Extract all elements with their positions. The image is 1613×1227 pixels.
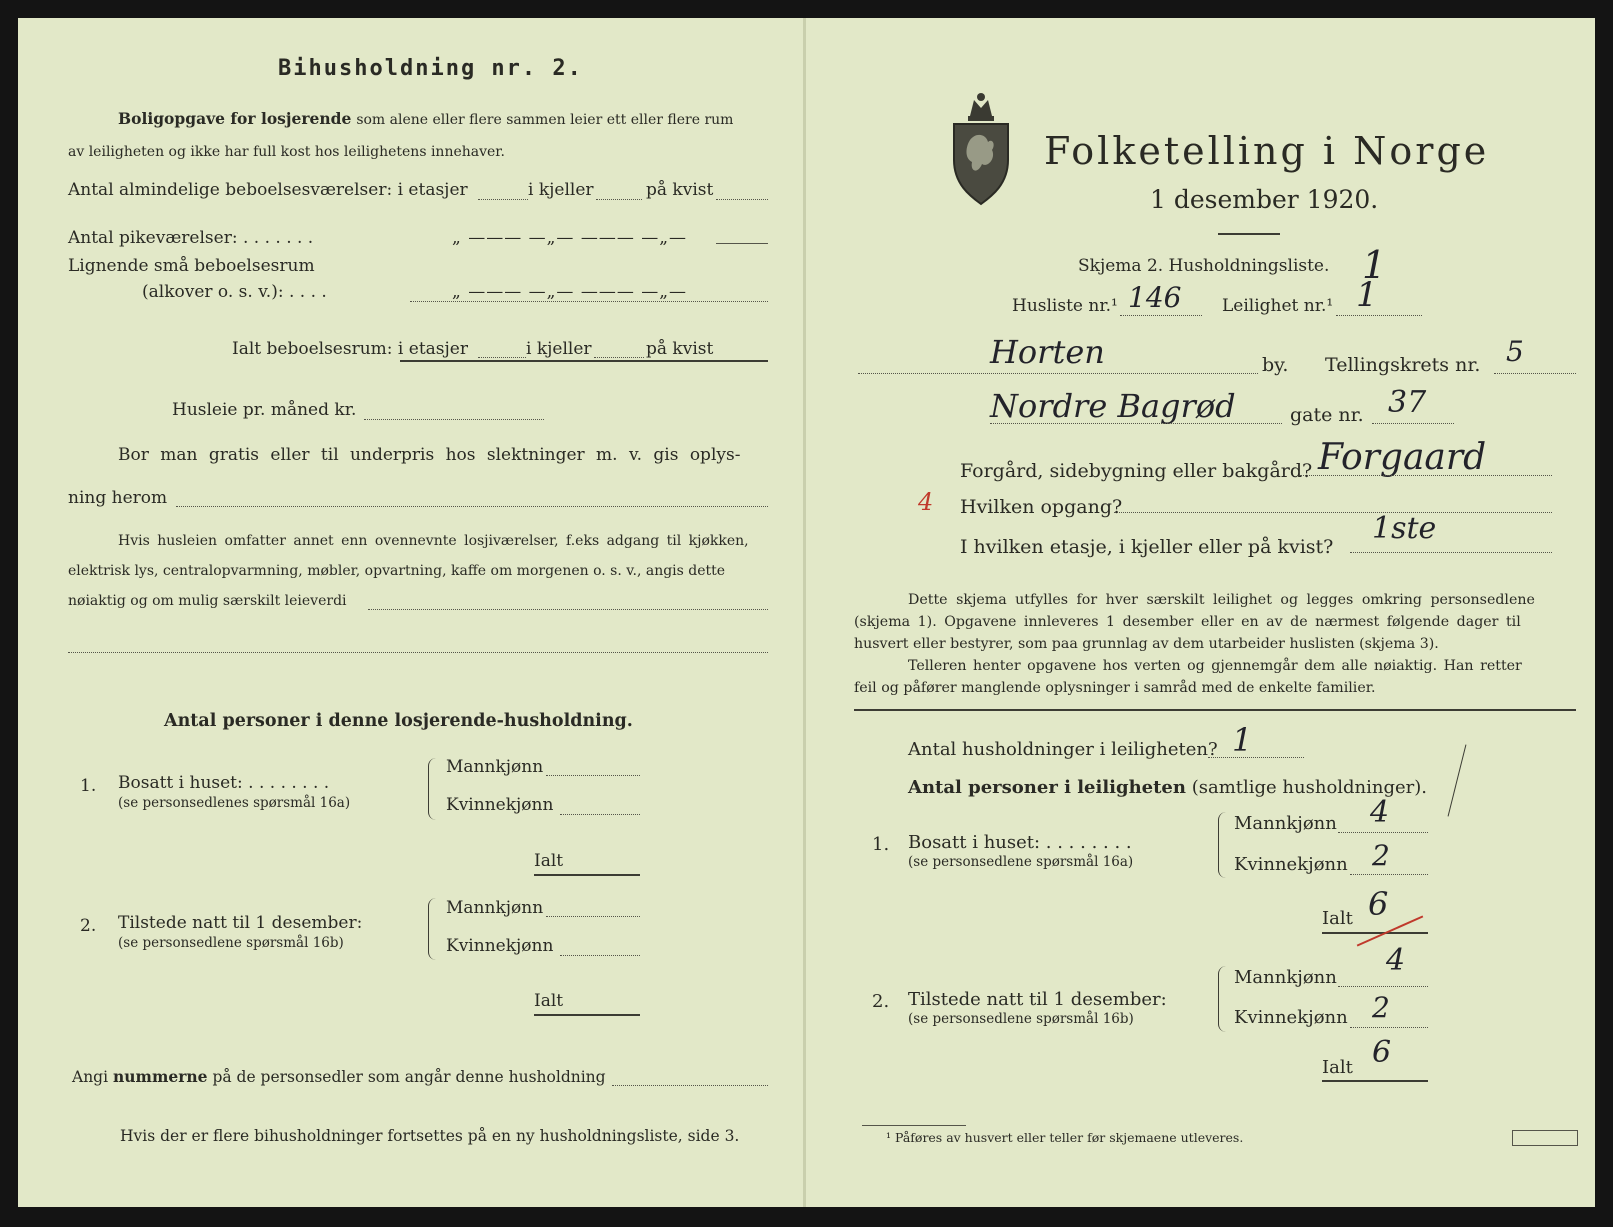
antal-hush-label: Antal husholdninger i leiligheten? <box>908 739 1218 760</box>
angi-rest: på de personsedler som angår denne husholdning <box>212 1068 606 1086</box>
intro-bold: Boligopgave for losjerende <box>118 109 352 128</box>
note-line <box>368 609 768 610</box>
bosatt-mann-right: Mannkjønn <box>1234 813 1337 834</box>
persons-heading: Antal personer i denne losjerende-husholdning. <box>164 711 633 731</box>
antal-pers-bold: Antal personer i leiligheten <box>908 777 1186 798</box>
husliste-value: 146 <box>1128 281 1182 314</box>
gate-nr-line <box>1372 423 1454 424</box>
ialt-rooms-label: Ialt beboelsesrum: i etasjer <box>232 339 468 359</box>
by-label: by. <box>1262 354 1289 376</box>
angi-line-blank <box>612 1085 768 1086</box>
tilstede-kvinne-right: Kvinnekjønn <box>1234 1007 1348 1028</box>
krets-line <box>1494 373 1576 374</box>
tilstede-mann-left: Mannkjønn <box>446 898 544 918</box>
tilstede-mann-line-right <box>1338 986 1428 987</box>
instructions-line4: Telleren henter opgavene hos verten og gjennemgår dem alle nøiaktig. Han retter <box>908 658 1522 674</box>
tilstede-ialt-line-left <box>534 1014 640 1016</box>
bosatt-num-left: 1. <box>80 776 97 796</box>
bosatt-ialt-left: Ialt <box>534 851 564 871</box>
angi-pre: Angi <box>72 1068 109 1086</box>
bosatt-sub-left: (se personsedlenes spørsmål 16a) <box>118 795 351 811</box>
tilstede-ialt-line-right <box>1322 1080 1428 1082</box>
ialt-etasjer-line <box>478 357 526 358</box>
leilighet-value: 1 <box>1356 275 1378 315</box>
by-line <box>858 373 1258 374</box>
note-line3: nøiaktig og om mulig særskilt leieverdi <box>68 593 347 609</box>
skjema-value: 1 <box>1362 243 1387 287</box>
bosatt-kvinne-line-left <box>560 814 640 815</box>
forgard-value: Forgaard <box>1318 437 1487 478</box>
krets-value: 5 <box>1506 335 1524 368</box>
ialt-kjeller-line <box>594 357 644 358</box>
ialt-rule <box>400 360 768 362</box>
instructions-line3: husvert eller bestyrer, som paa grunnlag av dem utarbeider huslisten (skjema 3). <box>854 636 1439 652</box>
tilstede-ialt-right: Ialt <box>1322 1057 1353 1078</box>
bosatt-mann-value: 4 <box>1370 795 1390 830</box>
rooms-kjeller-line <box>596 199 642 200</box>
rooms-etasjer-line <box>478 199 528 200</box>
tilstede-sub-right: (se personsedlene spørsmål 16b) <box>908 1011 1134 1027</box>
forgard-line <box>1300 475 1552 476</box>
forgard-label: Forgård, sidebygning eller bakgård? <box>960 460 1313 482</box>
gate-nr-value: 37 <box>1388 385 1427 420</box>
krets-label: Tellingskrets nr. <box>1325 354 1481 376</box>
tilstede-kvinne-value: 2 <box>1372 991 1390 1024</box>
rooms-kvist: på kvist <box>646 180 714 200</box>
bosatt-mann-left: Mannkjønn <box>446 757 544 777</box>
instructions-line1: Dette skjema utfylles for hver særskilt leilighet og legges omkring personsedlene <box>908 592 1535 608</box>
gate-line <box>990 423 1282 424</box>
intro-line1 <box>118 111 733 128</box>
tilstede-ialt-value: 6 <box>1372 1035 1392 1070</box>
antal-pers-rest: (samtlige husholdninger). <box>1191 777 1428 798</box>
etasje-value: 1ste <box>1372 511 1437 546</box>
footnote-rule <box>862 1125 966 1126</box>
pike-label: Antal pikeværelser: . . . . . . . <box>68 228 314 248</box>
instructions-line5: feil og påfører manglende oplysninger i samråd med de enkelte familier. <box>854 680 1376 696</box>
bosatt-brace-left <box>428 758 437 820</box>
tilstede-mann-line-left <box>546 916 640 917</box>
instructions-rule <box>854 709 1576 711</box>
opgang-label: Hvilken opgang? <box>960 496 1123 518</box>
antal-hush-line <box>1208 757 1304 758</box>
tilstede-label-right: Tilstede natt til 1 desember: <box>908 989 1167 1010</box>
ialt-kjeller: i kjeller <box>526 339 592 359</box>
left-footer: Hvis der er flere bihusholdninger fortsettes på en ny husholdningsliste, side 3. <box>120 1127 740 1145</box>
gratis-line1: Bor man gratis eller til underpris hos slektninger m. v. gis oplys- <box>118 445 741 465</box>
norway-coat-of-arms-icon <box>948 88 1014 208</box>
bosatt-num-right: 1. <box>872 834 890 855</box>
pike-line <box>716 243 768 244</box>
lignende-label-2: (alkover o. s. v.): . . . . <box>142 282 327 302</box>
printer-stamp <box>1512 1130 1578 1146</box>
bosatt-ialt-line-right <box>1322 932 1428 934</box>
gate-value: Nordre Bagrød <box>990 387 1236 425</box>
note-line1: Hvis husleien omfatter annet enn ovennevnte losjiværelser, f.eks adgang til kjøkken, <box>118 533 749 549</box>
bosatt-kvinne-value: 2 <box>1372 839 1390 872</box>
bosatt-ialt-line-left <box>534 874 640 876</box>
tilstede-kvinne-line-right <box>1350 1027 1428 1028</box>
etasje-label: I hvilken etasje, i kjeller eller på kvist? <box>960 536 1334 558</box>
tilstede-label-left: Tilstede natt til 1 desember: <box>118 913 363 933</box>
by-value: Horten <box>990 333 1105 371</box>
angi-line <box>72 1069 606 1086</box>
lignende-label-1: Lignende små beboelsesrum <box>68 256 315 276</box>
tilstede-num-right: 2. <box>872 991 890 1012</box>
lignende-line <box>410 301 768 302</box>
rooms-kvist-line <box>716 199 768 200</box>
gate-label: gate nr. <box>1290 404 1364 426</box>
note-line2: elektrisk lys, centralopvarmning, møbler, opvartning, kaffe om morgenen o. s. v., angis dette <box>68 563 726 579</box>
leilighet-line <box>1336 315 1422 316</box>
tilstede-mann-value: 4 <box>1386 943 1406 978</box>
angi-bold: nummerne <box>113 1067 208 1086</box>
tilstede-num-left: 2. <box>80 916 97 936</box>
footnote: ¹ Påføres av husvert eller teller før skjemaene utleveres. <box>886 1130 1244 1145</box>
rooms-label: Antal almindelige beboelsesværelser: i etasjer <box>68 180 468 200</box>
tilstede-brace-right <box>1218 966 1227 1032</box>
folketelling-title: Folketelling i Norge <box>1044 129 1490 173</box>
bosatt-ialt-value: 6 <box>1368 885 1389 923</box>
bosatt-kvinne-right: Kvinnekjønn <box>1234 854 1348 875</box>
antal-pers-line <box>908 779 1427 797</box>
opgang-mark: 4 <box>918 488 934 516</box>
intro-line2: av leiligheten og ikke har full kost hos leilighetens innehaver. <box>68 144 505 160</box>
instructions-line2: (skjema 1). Opgavene innleveres 1 desember eller en av de nærmest følgende dager til <box>854 614 1521 630</box>
bosatt-sub-right: (se personsedlene spørsmål 16a) <box>908 854 1134 870</box>
bosatt-ialt-right: Ialt <box>1322 908 1353 929</box>
bosatt-mann-line-left <box>546 775 640 776</box>
bihusholdning-title: Bihusholdning nr. 2. <box>278 56 583 81</box>
tilstede-kvinne-line-left <box>560 955 640 956</box>
bosatt-kvinne-left: Kvinnekjønn <box>446 795 554 815</box>
lignende-marks: „ ——— —„— ——— —„— <box>452 282 688 302</box>
bosatt-label-left: Bosatt i huset: . . . . . . . . <box>118 773 330 793</box>
note-extra-line <box>68 652 768 653</box>
husliste-line <box>1120 315 1202 316</box>
etasje-line <box>1350 552 1552 553</box>
rooms-kjeller: i kjeller <box>528 180 594 200</box>
husleie-label: Husleie pr. måned kr. <box>172 400 357 420</box>
bosatt-brace-right <box>1218 812 1227 878</box>
leilighet-label: Leilighet nr.¹ <box>1222 296 1334 316</box>
tilstede-sub-left: (se personsedlene spørsmål 16b) <box>118 935 344 951</box>
gratis-line2: ning herom <box>68 488 168 508</box>
pike-marks: „ ——— —„— ——— —„— <box>452 228 688 248</box>
tilstede-mann-right: Mannkjønn <box>1234 967 1337 988</box>
census-date: 1 desember 1920. <box>1150 185 1379 214</box>
opgang-line <box>1114 512 1552 513</box>
tilstede-kvinne-left: Kvinnekjønn <box>446 936 554 956</box>
bosatt-mann-line-right <box>1338 832 1428 833</box>
bosatt-kvinne-line-right <box>1350 874 1428 875</box>
tilstede-brace-left <box>428 898 437 960</box>
intro-rest: som alene eller flere sammen leier ett eller flere rum <box>356 112 734 128</box>
tilstede-ialt-left: Ialt <box>534 991 564 1011</box>
gratis-line <box>176 506 768 507</box>
husleie-line <box>364 419 544 420</box>
antal-hush-value: 1 <box>1232 721 1253 759</box>
skjema-label: Skjema 2. Husholdningsliste. <box>1078 256 1330 276</box>
bosatt-label-right: Bosatt i huset: . . . . . . . . <box>908 832 1132 853</box>
title-underline <box>1218 233 1280 235</box>
husliste-label: Husliste nr.¹ <box>1012 296 1118 316</box>
ialt-kvist: på kvist <box>646 339 714 359</box>
